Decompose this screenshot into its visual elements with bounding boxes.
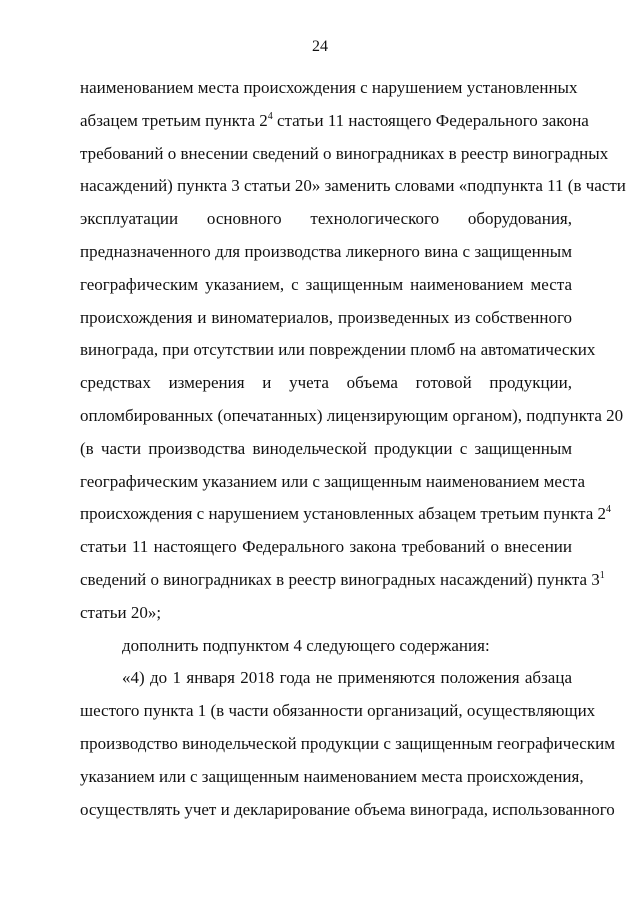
text-segment: «4) до 1 января 2018 года не применяются положения абзаца [122,668,572,688]
text-line [80,72,578,105]
text-segment: наименованием места происхождения с нарушением установленных [80,78,578,97]
text-segment: насаждений) пункта 3 статьи 20» заменить словами «подпункта 11 (в части [80,176,626,196]
text-segment: сведений о виноградниках в реестр виноградных насаждений) пункта 3 [80,569,600,589]
text-segment: производство винодельческой продукции с защищенным географическим [80,733,615,753]
text-line [80,334,596,367]
text-segment: осуществлять учет и декларирование объема винограда, использованного [80,799,615,819]
text-line [80,138,609,171]
text-segment: предназначенного для производства ликерного вина с защищенным [80,241,572,261]
text-segment: географическим указанием или с защищенным наименованием места [80,471,586,491]
text-segment: статьи 11 настоящего Федерального закона [272,110,589,130]
text-segment: происхождения с нарушением установленных абзацем третьим пункта 2 [80,504,607,524]
text-line [80,761,584,794]
superscript: 4 [606,504,612,516]
text-line [80,728,615,761]
text-line [80,564,605,597]
text-line [80,105,589,138]
superscript: 4 [267,110,273,122]
text-segment: абзацем третьим пункта 2 [80,110,268,130]
text-line [80,662,572,695]
text-line [80,170,626,203]
text-line [80,203,572,236]
text-line [80,269,572,302]
text-segment: шестого пункта 1 (в части обязанности организаций, осуществляющих [80,701,596,721]
text-segment: эксплуатации основного технологического оборудования, [80,209,572,229]
text-line [80,498,612,531]
text-line [80,466,586,499]
text-line [80,367,572,400]
text-segment: средствах измерения и учета объема готовой продукции, [80,373,572,393]
body-text [80,72,626,826]
text-line [80,433,572,466]
text-segment: статьи 20»; [80,602,162,622]
text-segment: указанием или с защищенным наименованием места происхождения, [80,766,584,786]
text-segment: статьи 11 настоящего Федерального закона требований о внесении [80,537,572,557]
text-segment: географическим указанием, с защищенным наименованием места [80,274,572,294]
text-line [80,400,624,433]
text-line [80,531,572,564]
text-line [80,695,596,728]
text-line [80,794,615,827]
text-segment: происхождения и виноматериалов, произведенных из собственного [80,307,572,327]
text-segment: (в части производства винодельческой продукции с защищенным [80,438,572,458]
text-line [80,302,572,335]
text-segment: дополнить подпунктом 4 следующего содержания: [122,635,490,655]
text-line [80,236,572,269]
text-line [80,630,572,663]
text-segment: требований о внесении сведений о виноградниках в реестр виноградных [80,143,609,163]
text-segment: опломбированных (опечатанных) лицензирующим органом), подпункта 20 [80,405,624,425]
page-number: 24 [312,38,328,55]
superscript: 1 [599,569,605,581]
text-line [80,597,572,630]
text-segment: винограда, при отсутствии или повреждении пломб на автоматических [80,340,596,360]
